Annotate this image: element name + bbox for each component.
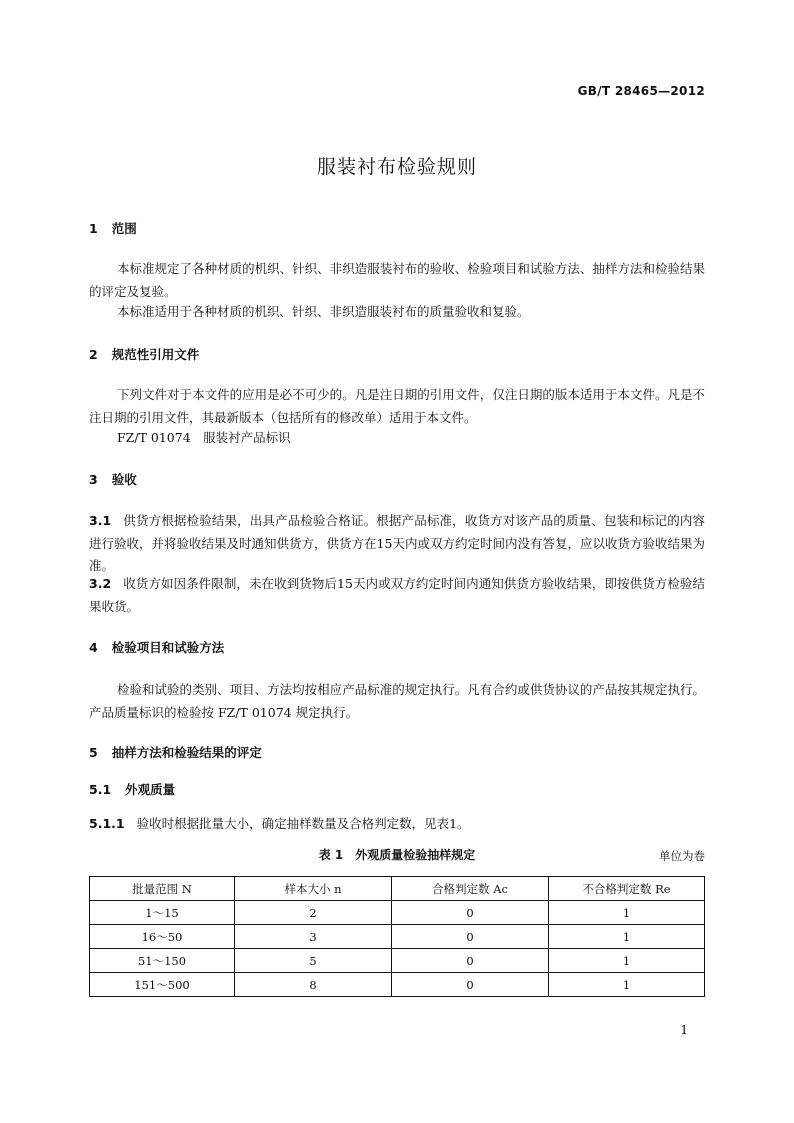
- table-cell: 2: [235, 901, 392, 925]
- clause-number: 5.1.1: [89, 816, 125, 831]
- table-cell: 3: [235, 925, 392, 949]
- table-header-row: [90, 877, 705, 901]
- document-title: 服装衬布检验规则: [316, 156, 477, 178]
- clause-3-2: [89, 573, 705, 618]
- table-unit-note: 单位为卷: [659, 849, 705, 863]
- table-cell: 5: [235, 949, 392, 973]
- table-cell: 16～50: [90, 925, 235, 949]
- table-cell: 1: [549, 973, 705, 997]
- clause-text: 验收时根据批量大小，确定抽样数量及合格判定数，见表1。: [136, 816, 470, 831]
- table-label: 表 1: [318, 848, 344, 862]
- section-1-paragraph-2: 本标准适用于各种材质的机织、针织、非织造服装衬布的质量验收和复验。: [117, 304, 530, 319]
- section-title: 范围: [111, 221, 137, 236]
- section-2-heading: [89, 345, 199, 363]
- clause-title: 外观质量: [125, 782, 176, 797]
- clause-number: 5.1: [89, 782, 112, 797]
- table-cell: 0: [392, 949, 549, 973]
- table-cell: 1: [549, 925, 705, 949]
- section-number: 2: [89, 347, 98, 362]
- standard-code: GB/T 28465—2012: [577, 84, 705, 98]
- header-cell: 样本大小 n: [235, 877, 392, 901]
- section-title: 规范性引用文件: [111, 347, 200, 362]
- section-4-heading: [89, 638, 224, 656]
- clause-5-1-1: [89, 813, 705, 836]
- header-cell: 批量范围 N: [90, 877, 235, 901]
- table-row: [90, 973, 705, 997]
- table-cell: 0: [392, 925, 549, 949]
- table-cell: 1: [549, 901, 705, 925]
- table-row: [90, 925, 705, 949]
- table-cell: 151～500: [90, 973, 235, 997]
- section-5-heading: [89, 743, 262, 761]
- clause-number: 3.2: [89, 576, 112, 591]
- table-cell: 0: [392, 901, 549, 925]
- clause-5-1-heading: [89, 780, 175, 798]
- section-1-paragraph-1: 本标准规定了各种材质的机织、针织、非织造服装衬布的验收、检验项目和试验方法、抽样方法和检验结果的评定及复验。: [89, 261, 705, 299]
- section-1-heading: [89, 219, 137, 237]
- section-4-paragraph-1: 检验和试验的类别、项目、方法均按相应产品标准的规定执行。凡有合约或供货协议的产品按其规定执行。产品质量标识的检验按 FZ/T 01074 规定执行。: [89, 682, 705, 720]
- section-3-heading: [89, 470, 137, 488]
- table-title: 外观质量检验抽样规定: [355, 848, 476, 862]
- normative-reference: FZ/T 01074 服装衬产品标识: [117, 430, 291, 445]
- section-2-paragraph-1: 下列文件对于本文件的应用是必不可少的。凡是注日期的引用文件，仅注日期的版本适用于本文件。凡是不注日期的引用文件，其最新版本（包括所有的修改单）适用于本文件。: [89, 387, 705, 425]
- clause-3-1: [89, 510, 705, 578]
- page-number: 1: [680, 1023, 688, 1037]
- clause-text: 供货方根据检验结果，出具产品检验合格证。根据产品标准，收货方对该产品的质量、包装和标记的内容进行验收，并将验收结果及时通知供货方，供货方在15天内或双方约定时间内没有答复，应以收货方验收结果为准。: [89, 513, 705, 573]
- table-cell: 1: [549, 949, 705, 973]
- clause-text: 收货方如因条件限制，未在收到货物后15天内或双方约定时间内通知供货方验收结果，即按供货方检验结果收货。: [89, 576, 705, 614]
- section-title: 抽样方法和检验结果的评定: [111, 745, 262, 760]
- section-title: 验收: [111, 472, 137, 487]
- section-number: 4: [89, 640, 98, 655]
- table-row: [90, 949, 705, 973]
- table-cell: 8: [235, 973, 392, 997]
- clause-number: 3.1: [89, 513, 112, 528]
- section-number: 5: [89, 745, 98, 760]
- header-cell: 合格判定数 Ac: [392, 877, 549, 901]
- section-number: 3: [89, 472, 98, 487]
- sampling-table: [89, 876, 705, 997]
- table-cell: 51～150: [90, 949, 235, 973]
- table-cell: 0: [392, 973, 549, 997]
- table-cell: 1～15: [90, 901, 235, 925]
- section-number: 1: [89, 221, 98, 236]
- table-row: [90, 901, 705, 925]
- section-title: 检验项目和试验方法: [111, 640, 225, 655]
- header-cell: 不合格判定数 Re: [549, 877, 705, 901]
